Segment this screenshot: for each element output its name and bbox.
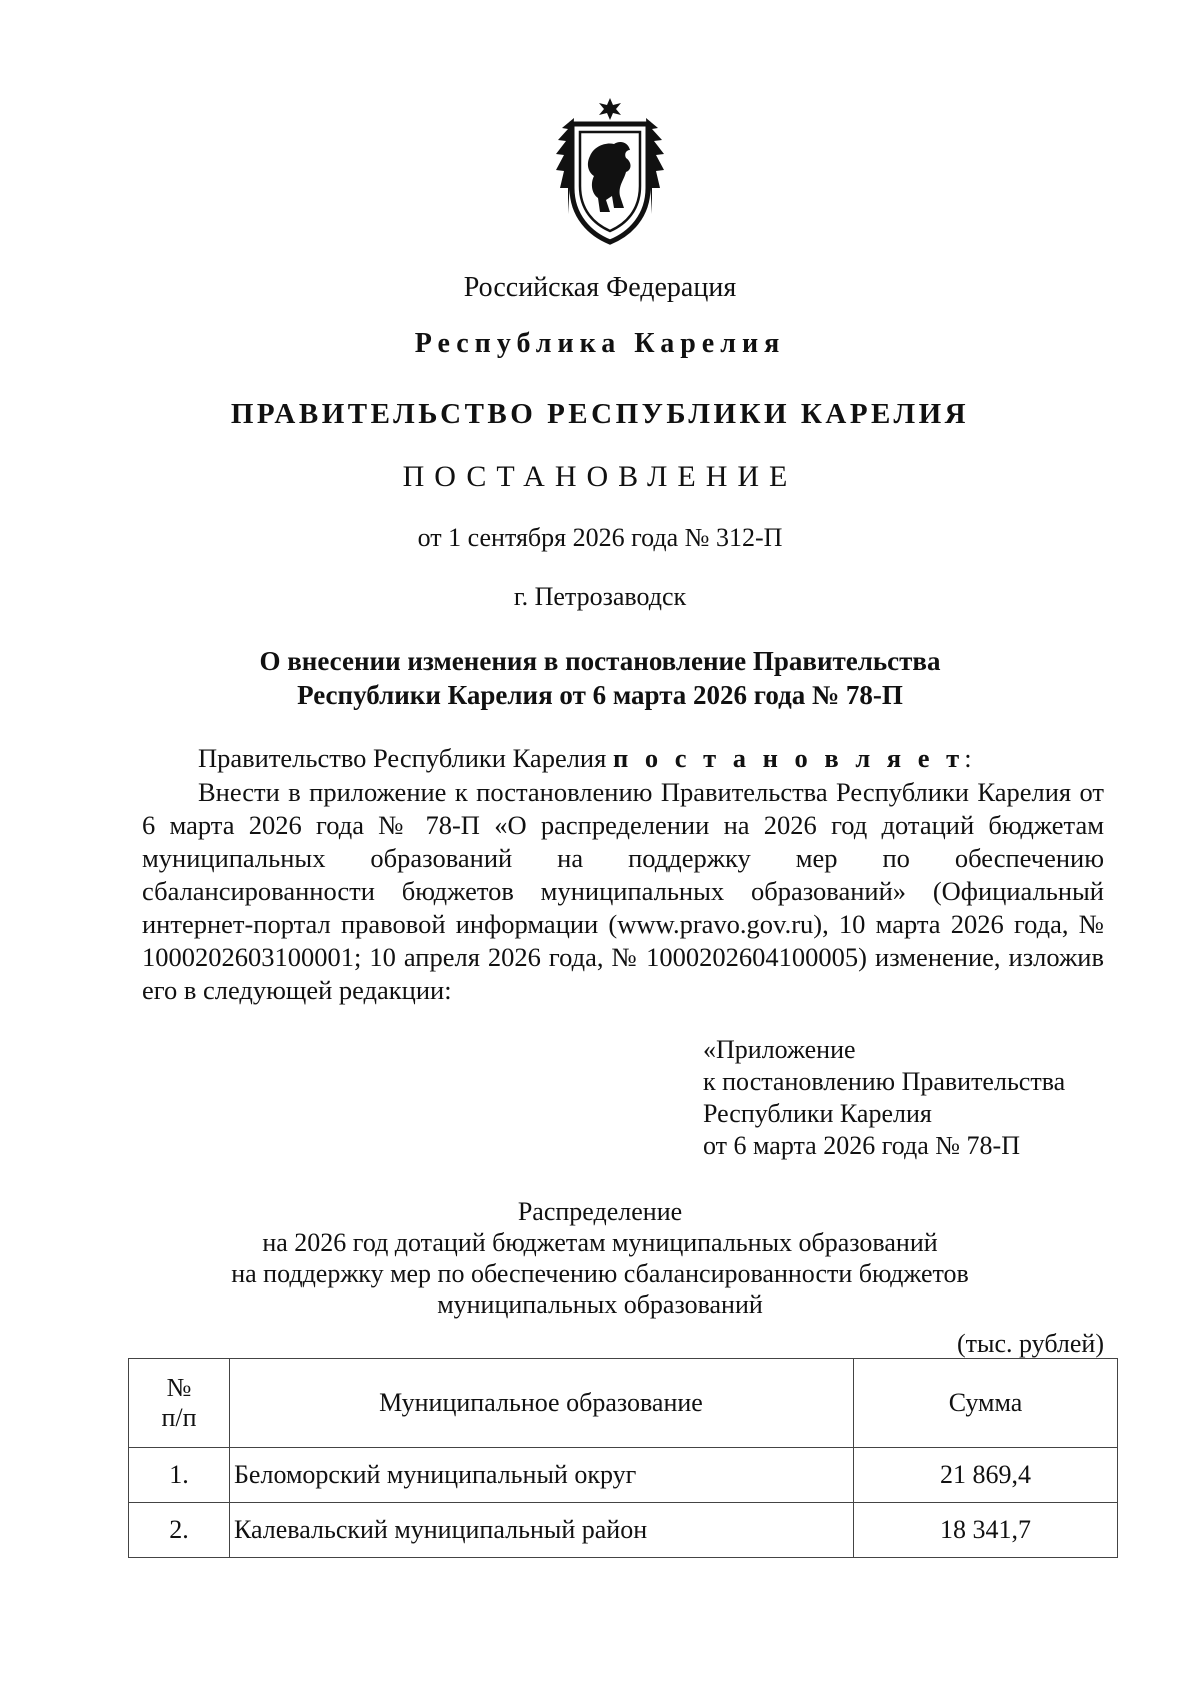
column-header-sum: Сумма <box>854 1359 1118 1448</box>
column-header-number <box>129 1359 230 1448</box>
column-header-municipality: Муниципальное образование <box>230 1359 854 1448</box>
appendix-line-3: Республики Карелия <box>703 1099 932 1128</box>
row-municipality: Беломорский муниципальный округ <box>230 1448 854 1503</box>
main-paragraph: Внести в приложение к постановлению Правительства Республики Карелия от 6 марта 2026 года № 78-П «О распределении на 2026 год дотаций бюджетам муниципальных образований на поддержку мер по обеспечению сбалансированности бюджетов муниципальных образований» (Официальный интернет-портал правовой информации (www.pravo.gov.ru), 10 марта 2026 года, № 1000202603100001; 10 апреля 2026 года, № 1000202604100005) изменение, изложив его в следующей редакции: <box>142 777 1104 1005</box>
decree-date-number: от 1 сентября 2026 года № 312-П <box>417 523 783 552</box>
republic-heading: Республика Карелия <box>414 328 786 359</box>
distribution-table <box>128 1358 1118 1558</box>
appendix-line-2: к постановлению Правительства <box>703 1067 1066 1096</box>
intro-colon: : <box>964 743 972 773</box>
row-number: 2. <box>129 1503 230 1558</box>
decree-city: г. Петрозаводск <box>513 582 687 611</box>
row-municipality: Калевальский муниципальный район <box>230 1503 854 1558</box>
intro-text: Правительство Республики Карелия <box>198 743 613 773</box>
distribution-title <box>0 1196 1200 1320</box>
distribution-title-line-4: муниципальных образований <box>437 1290 763 1319</box>
government-heading: ПРАВИТЕЛЬСТВО РЕСПУБЛИКИ КАРЕЛИЯ <box>230 398 970 430</box>
subject-line-2: Республики Карелия от 6 марта 2026 года № 78-П <box>297 680 903 710</box>
column-header-number-line-1: № <box>166 1373 192 1402</box>
distribution-title-line-2: на 2026 год дотаций бюджетам муниципальных образований <box>262 1228 938 1257</box>
karelia-coat-of-arms-icon <box>554 96 666 246</box>
appendix-block <box>703 1034 1065 1162</box>
table-row <box>129 1503 1118 1558</box>
intro-paragraph <box>142 742 1104 775</box>
table-header-row <box>129 1359 1118 1448</box>
column-header-number-line-2: п/п <box>161 1403 197 1432</box>
federation-heading: Российская Федерация <box>463 272 737 303</box>
intro-emphasis: п о с т а н о в л я е т <box>612 743 965 773</box>
appendix-line-4: от 6 марта 2026 года № 78-П <box>703 1131 1020 1160</box>
row-sum: 18 341,7 <box>854 1503 1118 1558</box>
row-number: 1. <box>129 1448 230 1503</box>
distribution-title-line-1: Распределение <box>517 1197 683 1226</box>
table-row <box>129 1448 1118 1503</box>
subject-line-1: О внесении изменения в постановление Правительства <box>259 646 941 676</box>
decree-subject <box>0 644 1200 712</box>
document-type-heading: ПОСТАНОВЛЕНИЕ <box>402 460 798 493</box>
row-sum: 21 869,4 <box>854 1448 1118 1503</box>
distribution-title-line-3: на поддержку мер по обеспечению сбалансированности бюджетов <box>231 1259 969 1288</box>
units-label: (тыс. рублей) <box>956 1329 1104 1358</box>
appendix-line-1: «Приложение <box>703 1035 856 1064</box>
